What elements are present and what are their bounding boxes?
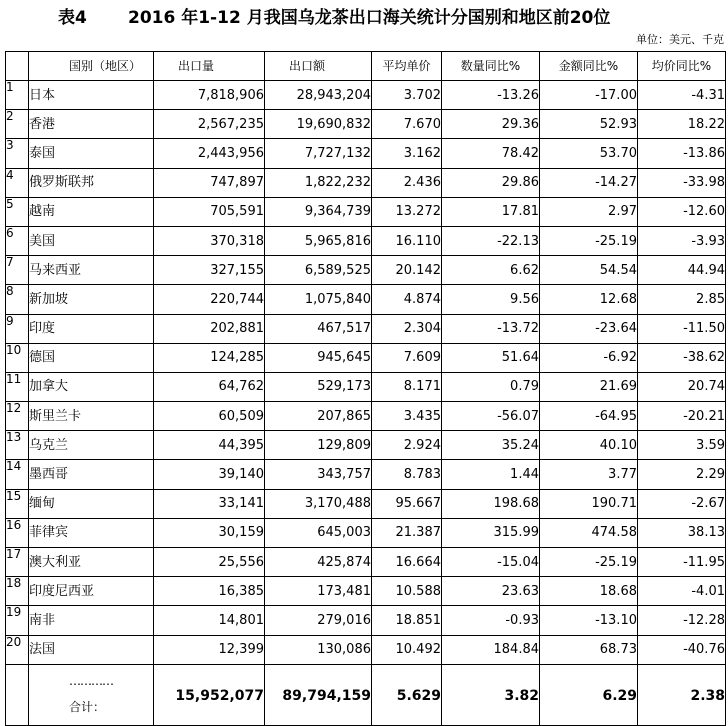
export-amount: 207,865 (265, 402, 372, 431)
unit-price: 16.664 (372, 548, 442, 577)
unit-note: 单位：美元、千克 (636, 33, 724, 46)
row-index: 9 (6, 314, 29, 343)
country-name: 斯里兰卡 (29, 402, 154, 431)
export-amount: 3,170,488 (265, 489, 372, 518)
quantity-yoy: -13.26 (442, 81, 540, 110)
export-quantity: 30,159 (154, 518, 265, 547)
price-yoy: -12.60 (638, 197, 726, 226)
country-name: 墨西哥 (29, 460, 154, 489)
country-name: 新加坡 (29, 285, 154, 314)
row-index: 13 (6, 431, 29, 460)
export-amount: 529,173 (265, 372, 372, 401)
country-name: 印度 (29, 314, 154, 343)
export-amount: 645,003 (265, 518, 372, 547)
export-quantity: 64,762 (154, 372, 265, 401)
unit-price: 3.435 (372, 402, 442, 431)
amount-yoy: -13.10 (540, 606, 638, 635)
export-amount: 130,086 (265, 635, 372, 664)
table-row (6, 168, 726, 197)
table-row (6, 431, 726, 460)
quantity-yoy: -22.13 (442, 226, 540, 255)
total-label-cell (29, 664, 154, 725)
row-index: 15 (6, 489, 29, 518)
amount-yoy: 52.93 (540, 110, 638, 139)
header-price-yoy: 均价同比% (638, 52, 726, 81)
total-index (6, 664, 29, 725)
total-row (6, 664, 726, 725)
export-amount: 5,965,816 (265, 226, 372, 255)
country-name: 香港 (29, 110, 154, 139)
header-index (6, 52, 29, 81)
export-quantity: 14,801 (154, 606, 265, 635)
export-quantity: 25,556 (154, 548, 265, 577)
table-row (6, 81, 726, 110)
export-quantity: 327,155 (154, 256, 265, 285)
unit-price: 4.874 (372, 285, 442, 314)
amount-yoy: 21.69 (540, 372, 638, 401)
quantity-yoy: -15.04 (442, 548, 540, 577)
export-quantity: 2,567,235 (154, 110, 265, 139)
export-quantity: 60,509 (154, 402, 265, 431)
unit-price: 2.924 (372, 431, 442, 460)
table-row (6, 548, 726, 577)
page-title: 2016 年1-12 月我国乌龙茶出口海关统计分国别和地区前20位 (128, 8, 611, 28)
table-row (6, 343, 726, 372)
amount-yoy: 190.71 (540, 489, 638, 518)
country-name: 加拿大 (29, 372, 154, 401)
row-index: 20 (6, 635, 29, 664)
price-yoy: -20.21 (638, 402, 726, 431)
table-row (6, 139, 726, 168)
export-amount: 425,874 (265, 548, 372, 577)
header-amount-yoy: 金额同比% (540, 52, 638, 81)
price-yoy: -38.62 (638, 343, 726, 372)
total-unit-price: 5.629 (372, 664, 442, 725)
table-row (6, 226, 726, 255)
export-quantity: 7,818,906 (154, 81, 265, 110)
amount-yoy: 53.70 (540, 139, 638, 168)
table-row (6, 285, 726, 314)
amount-yoy: 3.77 (540, 460, 638, 489)
country-name: 缅甸 (29, 489, 154, 518)
unit-price: 13.272 (372, 197, 442, 226)
export-amount: 173,481 (265, 577, 372, 606)
country-name: 日本 (29, 81, 154, 110)
export-stats-table (5, 51, 726, 726)
export-quantity: 220,744 (154, 285, 265, 314)
quantity-yoy: 17.81 (442, 197, 540, 226)
unit-price: 20.142 (372, 256, 442, 285)
unit-price: 16.110 (372, 226, 442, 255)
price-yoy: 3.59 (638, 431, 726, 460)
table-row (6, 489, 726, 518)
quantity-yoy: 315.99 (442, 518, 540, 547)
amount-yoy: -17.00 (540, 81, 638, 110)
unit-price: 7.609 (372, 343, 442, 372)
price-yoy: -2.67 (638, 489, 726, 518)
country-name: 南非 (29, 606, 154, 635)
quantity-yoy: 23.63 (442, 577, 540, 606)
unit-price: 3.162 (372, 139, 442, 168)
country-name: 泰国 (29, 139, 154, 168)
table-row (6, 606, 726, 635)
total-price-yoy: 2.38 (638, 664, 726, 725)
amount-yoy: -6.92 (540, 343, 638, 372)
quantity-yoy: 6.62 (442, 256, 540, 285)
price-yoy: -11.50 (638, 314, 726, 343)
quantity-yoy: -13.72 (442, 314, 540, 343)
unit-price: 95.667 (372, 489, 442, 518)
price-yoy: -11.95 (638, 548, 726, 577)
country-name: 法国 (29, 635, 154, 664)
table-row (6, 372, 726, 401)
amount-yoy: 54.54 (540, 256, 638, 285)
export-amount: 6,589,525 (265, 256, 372, 285)
table-row (6, 314, 726, 343)
amount-yoy: -25.19 (540, 548, 638, 577)
amount-yoy: -14.27 (540, 168, 638, 197)
export-quantity: 33,141 (154, 489, 265, 518)
quantity-yoy: 29.86 (442, 168, 540, 197)
price-yoy: -12.28 (638, 606, 726, 635)
row-index: 17 (6, 548, 29, 577)
unit-price: 18.851 (372, 606, 442, 635)
export-quantity: 124,285 (154, 343, 265, 372)
country-name: 印度尼西亚 (29, 577, 154, 606)
row-index: 18 (6, 577, 29, 606)
title-row (0, 0, 728, 30)
amount-yoy: -64.95 (540, 402, 638, 431)
price-yoy: 2.85 (638, 285, 726, 314)
amount-yoy: 12.68 (540, 285, 638, 314)
quantity-yoy: 1.44 (442, 460, 540, 489)
amount-yoy: 474.58 (540, 518, 638, 547)
export-amount: 7,727,132 (265, 139, 372, 168)
export-amount: 467,517 (265, 314, 372, 343)
export-amount: 28,943,204 (265, 81, 372, 110)
export-quantity: 44,395 (154, 431, 265, 460)
quantity-yoy: 78.42 (442, 139, 540, 168)
header-country: 国别（地区） (29, 52, 154, 81)
export-amount: 279,016 (265, 606, 372, 635)
price-yoy: 44.94 (638, 256, 726, 285)
quantity-yoy: -56.07 (442, 402, 540, 431)
unit-price: 2.304 (372, 314, 442, 343)
quantity-yoy: 9.56 (442, 285, 540, 314)
country-name: 乌克兰 (29, 431, 154, 460)
export-amount: 129,809 (265, 431, 372, 460)
header-quantity-yoy: 数量同比% (442, 52, 540, 81)
country-name: 俄罗斯联邦 (29, 168, 154, 197)
unit-price: 8.783 (372, 460, 442, 489)
country-name: 美国 (29, 226, 154, 255)
quantity-yoy: 0.79 (442, 372, 540, 401)
total-quantity-yoy: 3.82 (442, 664, 540, 725)
price-yoy: -3.93 (638, 226, 726, 255)
row-index: 3 (6, 139, 29, 168)
export-quantity: 39,140 (154, 460, 265, 489)
total-label: 合计： (69, 699, 106, 714)
header-amount: 出口额 (265, 52, 372, 81)
table-row (6, 635, 726, 664)
unit-price: 7.670 (372, 110, 442, 139)
price-yoy: 18.22 (638, 110, 726, 139)
quantity-yoy: 35.24 (442, 431, 540, 460)
export-amount: 945,645 (265, 343, 372, 372)
total-amount-yoy: 6.29 (540, 664, 638, 725)
table-row (6, 110, 726, 139)
price-yoy: -4.01 (638, 577, 726, 606)
unit-price: 21.387 (372, 518, 442, 547)
export-amount: 19,690,832 (265, 110, 372, 139)
export-quantity: 2,443,956 (154, 139, 265, 168)
amount-yoy: 68.73 (540, 635, 638, 664)
unit-price: 10.588 (372, 577, 442, 606)
row-index: 11 (6, 372, 29, 401)
export-quantity: 370,318 (154, 226, 265, 255)
total-amount: 89,794,159 (265, 664, 372, 725)
row-index: 7 (6, 256, 29, 285)
row-index: 4 (6, 168, 29, 197)
quantity-yoy: 51.64 (442, 343, 540, 372)
price-yoy: 20.74 (638, 372, 726, 401)
table-number: 表4 (58, 8, 87, 28)
row-index: 19 (6, 606, 29, 635)
export-amount: 9,364,739 (265, 197, 372, 226)
amount-yoy: -23.64 (540, 314, 638, 343)
export-quantity: 747,897 (154, 168, 265, 197)
price-yoy: -4.31 (638, 81, 726, 110)
table-row (6, 256, 726, 285)
unit-price: 2.436 (372, 168, 442, 197)
row-index: 1 (6, 81, 29, 110)
table-row (6, 518, 726, 547)
row-index: 6 (6, 226, 29, 255)
export-amount: 1,075,840 (265, 285, 372, 314)
price-yoy: 2.29 (638, 460, 726, 489)
country-name: 德国 (29, 343, 154, 372)
price-yoy: -40.76 (638, 635, 726, 664)
price-yoy: -33.98 (638, 168, 726, 197)
table-row (6, 197, 726, 226)
amount-yoy: 18.68 (540, 577, 638, 606)
price-yoy: 38.13 (638, 518, 726, 547)
export-amount: 343,757 (265, 460, 372, 489)
unit-price: 3.702 (372, 81, 442, 110)
amount-yoy: 40.10 (540, 431, 638, 460)
row-index: 16 (6, 518, 29, 547)
export-amount: 1,822,232 (265, 168, 372, 197)
export-quantity: 12,399 (154, 635, 265, 664)
table-header-row (6, 52, 726, 81)
country-name: 澳大利亚 (29, 548, 154, 577)
export-quantity: 705,591 (154, 197, 265, 226)
price-yoy: -13.86 (638, 139, 726, 168)
row-index: 10 (6, 343, 29, 372)
quantity-yoy: 29.36 (442, 110, 540, 139)
amount-yoy: 2.97 (540, 197, 638, 226)
unit-price: 8.171 (372, 372, 442, 401)
total-quantity: 15,952,077 (154, 664, 265, 725)
export-quantity: 202,881 (154, 314, 265, 343)
export-quantity: 16,385 (154, 577, 265, 606)
country-name: 越南 (29, 197, 154, 226)
table-row (6, 577, 726, 606)
quantity-yoy: -0.93 (442, 606, 540, 635)
total-dots: ………… (69, 673, 113, 688)
quantity-yoy: 184.84 (442, 635, 540, 664)
country-name: 菲律宾 (29, 518, 154, 547)
row-index: 8 (6, 285, 29, 314)
header-unit-price: 平均单价 (372, 52, 442, 81)
row-index: 14 (6, 460, 29, 489)
header-quantity: 出口量 (154, 52, 265, 81)
table-row (6, 402, 726, 431)
amount-yoy: -25.19 (540, 226, 638, 255)
quantity-yoy: 198.68 (442, 489, 540, 518)
row-index: 2 (6, 110, 29, 139)
country-name: 马来西亚 (29, 256, 154, 285)
row-index: 5 (6, 197, 29, 226)
unit-price: 10.492 (372, 635, 442, 664)
row-index: 12 (6, 402, 29, 431)
table-row (6, 460, 726, 489)
